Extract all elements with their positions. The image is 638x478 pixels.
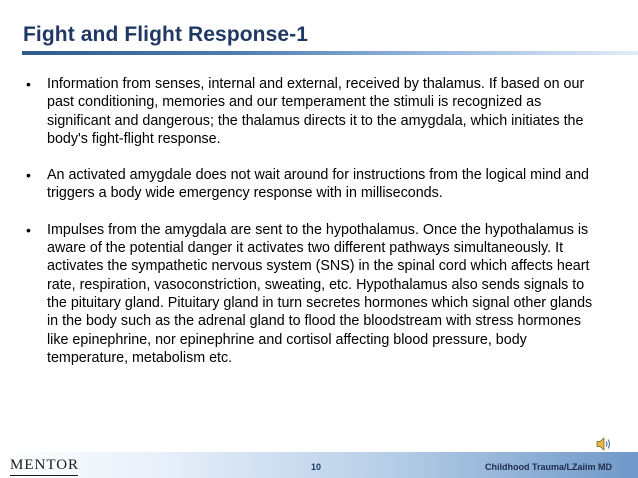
bullet-item — [26, 75, 606, 148]
speaker-icon[interactable] — [596, 436, 612, 452]
logo-underline — [10, 475, 78, 476]
bullet-item — [26, 221, 606, 367]
mentor-logo: MENTOR — [10, 457, 80, 473]
bullet-text: An activated amygdale does not wait around for instructions from the logical mind and triggers a body wide emergency response with in milliseconds. — [47, 167, 589, 202]
bullet-dot: • — [26, 221, 31, 238]
bullet-dot: • — [26, 76, 31, 92]
bullet-item — [26, 166, 606, 203]
slide-title: Fight and Flight Response-1 — [23, 23, 309, 46]
page-number: 10 — [311, 462, 322, 472]
title-underline — [22, 51, 638, 55]
bullet-dot: • — [26, 167, 31, 184]
bullet-text: Information from senses, internal and external, received by thalamus. If based on our past conditioning, memories and our temperament the stimuli is recognized as significant and dangerous; the thalamus directs it to the amygdala, which initiates the body's fight-flight response. — [47, 76, 585, 147]
bullet-text: Impulses from the amygdala are sent to the hypothalamus. Once the hypothalamus is aware of the potential danger it activates two different pathways simultaneously. It activates the sympathetic nervous system (SNS) in the spinal cord which affects heart rate, respiration, vasoconstriction, sweating, etc. Hypothalamus also sends signals to the pituitary gland. Pituitary gland in turn secretes hormones which signal other glands in the body such as the adrenal gland to flood the bloodstream with stress hormones like epinephrine, nor epinephrine and cortisol affecting blood pressure, body temperature, metabolism etc. — [47, 221, 593, 366]
bullet-list — [26, 75, 606, 385]
footer-credit: Childhood Trauma/LZaiim MD — [484, 462, 612, 472]
